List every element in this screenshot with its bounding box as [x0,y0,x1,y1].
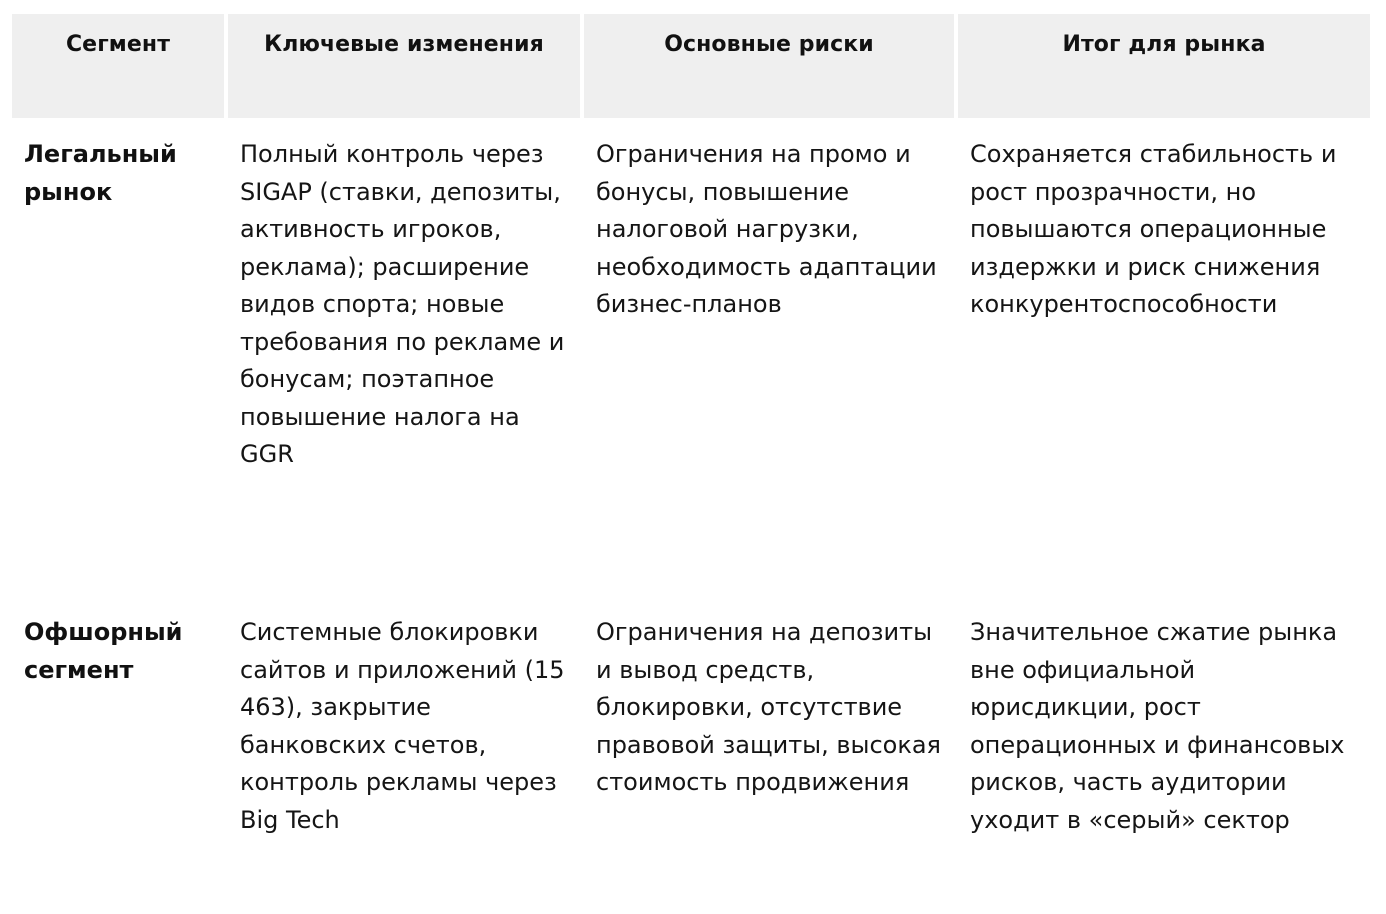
cell-outcome: Сохраняется стабильность и рост прозрачности, но повышаются операционные издержки и риск снижения конкурентоспособности [970,140,1337,318]
cell-segment: Офшорный сегмент [24,618,183,684]
header-segment: Сегмент [12,14,224,118]
table-row [12,136,1370,614]
table-row [12,614,1370,884]
header-main-risks: Основные риски [584,14,954,118]
header-market-outcome: Итог для рынка [958,14,1370,118]
cell-risks: Ограничения на промо и бонусы, повышение налоговой нагрузки, необходимость адаптации бизнес-планов [596,140,937,318]
header-key-changes: Ключевые изменения [228,14,580,118]
cell-risks: Ограничения на депозиты и вывод средств, блокировки, отсутствие правовой защиты, высокая стоимость продвижения [596,618,941,796]
cell-changes: Системные блокировки сайтов и приложений (15 463), закрытие банковских счетов, контроль рекламы через Big Tech [240,618,565,834]
cell-segment: Легальный рынок [24,140,177,206]
table-header-row [12,14,1370,118]
market-segments-table [12,14,1370,884]
cell-changes: Полный контроль через SIGAP (ставки, депозиты, активность игроков, реклама); расширение видов спорта; новые требования по рекламе и бонусам; поэтапное повышение налога на GGR [240,140,565,468]
cell-outcome: Значительное сжатие рынка вне официальной юрисдикции, рост операционных и финансовых рисков, часть аудитории уходит в «серый» сектор [970,618,1345,834]
